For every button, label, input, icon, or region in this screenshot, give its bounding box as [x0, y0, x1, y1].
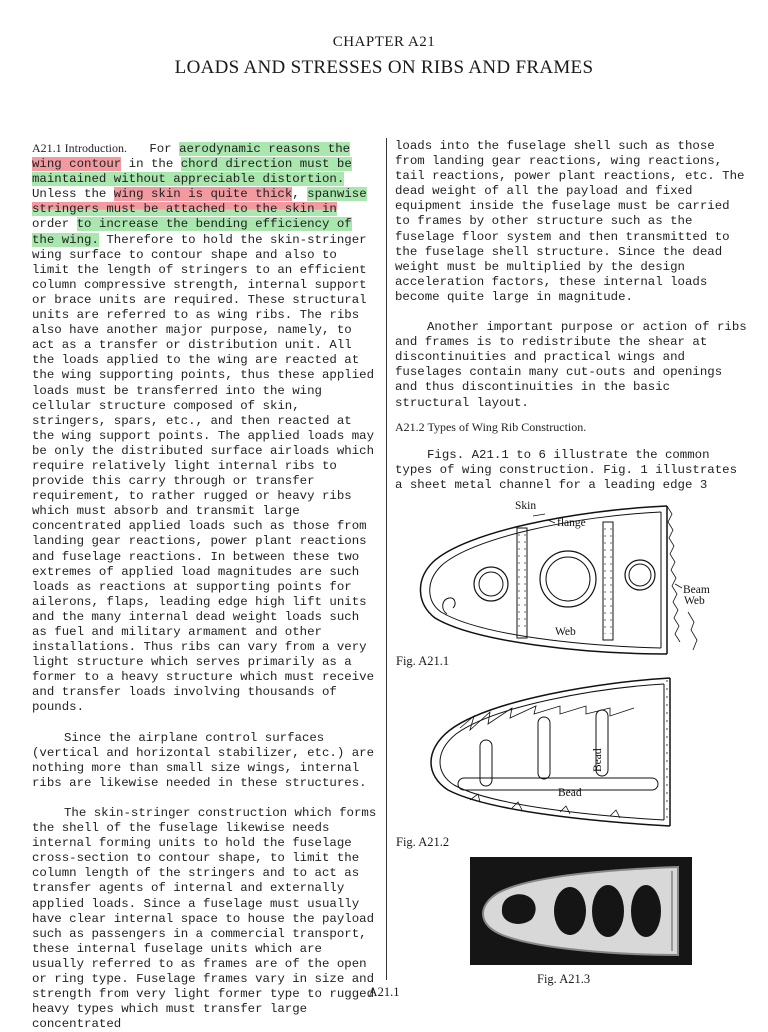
paragraph: loads into the fuselage shell such as those from landing gear reactions, wing reactions, tail reactions, power plant reactions, etc. The dead weight of all the payload and fixed equipment inside the fuselage must be carried to frames by other structure such as the fuselage floor system and then transmitted to the fuselage shell structure. Since the dead weight must be multiplied by the design acceleration factors, these internal loads become quite large in magnitude. [395, 139, 745, 304]
label-skin: Skin [515, 500, 537, 512]
highlight-red: wing contour [32, 157, 122, 172]
section-heading: A21.2 Types of Wing Rib Construction. [395, 419, 587, 434]
label-flange: flange [557, 517, 586, 529]
label-bead-vertical: Bead [592, 748, 604, 772]
text-run: order [32, 217, 70, 232]
chapter-number: CHAPTER A21 [332, 34, 436, 50]
text-run: in the [121, 157, 181, 172]
label-bead: Bead [558, 787, 582, 799]
highlight-red: wing skin is quite thick [113, 187, 293, 202]
highlight-green: aerodynamic reasons the [179, 142, 351, 156]
right-column [395, 139, 750, 493]
left-column [32, 141, 380, 1032]
paragraph: The skin-stringer construction which forms the shell of the fuselage likewise needs internal forming units to hold the fuselage cross-section to contour shape, to limit the column length of the stringers and to act as transfer agents of internal and externally applied loads. Since a fuselage must usually have clear internal space to house the payload such as passengers in a commercial transport, these internal fuselage units which are usually referred to as frames are of the open or ring type. Fuselage frames vary in size and strength from very light former type to rugged heavy types which must transfer large concentrated [32, 805, 377, 1032]
caption-fig-a21-3: Fig. A21.3 [537, 972, 591, 986]
caption-fig-a21-2: Fig. A21.2 [396, 835, 450, 849]
paragraph-text: Therefore to hold the skin-stringer wing surface to contour shape and also to limit the length of stringers to an efficient column compressive strength, internal support or brace units are required. These structural units are referred to as wing ribs. The ribs also have another major purpose, namely, to act as a transfer or distribution unit. All the loads applied to the wing are reacted at the wing supporting points, thus these applied loads must be transferred into the wing cellular structure composed of skin, stringers, spars, etc., and then reacted at the wing support points. The applied loads may be only the distributed surface airloads which require relatively light internal ribs to provide this carry through or transfer requirement, to rather rugged or heavy ribs which must absorb and transmit large concentrated applied loads such as those from landing gear reactions, power plant reactions and fuselage reactions. In between these two extremes of applied load magnitudes are such loads as reactions at supporting points for ailerons, flaps, leading edge high lift units and the many internal dead weight loads such as fuel and military armament and other installations. Thus ribs can vary from a very light structure which serves primarily as a former to a heavy structure which must receive and transfer loads involving thousands of pounds. [32, 232, 375, 715]
paragraph: Another important purpose or action of ribs and frames is to redistribute the shear at discontinuities and practical wings and fuselages contain many cut-outs and openings and thus discontinuities in the basic structural layout. [395, 320, 747, 410]
intro-heading: A21.1 Introduction. [32, 141, 127, 155]
figure-rib-photo [470, 857, 692, 965]
paragraph: Figs. A21.1 to 6 illustrate the common types of wing construction. Fig. 1 illustrates a sheet metal channel for a leading edge 3 [395, 447, 738, 492]
highlight-mixed: stringers must be attached to the skin in [32, 202, 337, 217]
caption-fig-a21-1: Fig. A21.1 [396, 654, 450, 668]
column-divider [386, 138, 387, 980]
label-beam: Beam [683, 584, 710, 596]
label-web: Web [555, 626, 576, 638]
highlight-green: to increase the bending efficiency of the wing. [32, 217, 352, 247]
chapter-title: LOADS AND STRESSES ON RIBS AND FRAMES [174, 57, 594, 78]
intro-paragraph [32, 141, 380, 716]
label-beam-web: Web [684, 595, 705, 607]
figure-rib-channel [405, 492, 725, 662]
highlight-green: maintained without appreciable distortion. [32, 172, 345, 187]
paragraph: Since the airplane control surfaces (vertical and horizontal stabilizer, etc.) are nothing more than small size wings, internal ribs are likewise needed in these structures. [32, 730, 375, 790]
highlight-green: chord direction must be [180, 157, 352, 172]
text-run: Unless the [32, 187, 114, 202]
text-run: , [292, 187, 308, 202]
text-run: For [149, 142, 180, 156]
figure-rib-beaded [420, 672, 690, 832]
page-number: A21.1 [368, 985, 400, 999]
highlight-green: spanwise [307, 187, 367, 202]
